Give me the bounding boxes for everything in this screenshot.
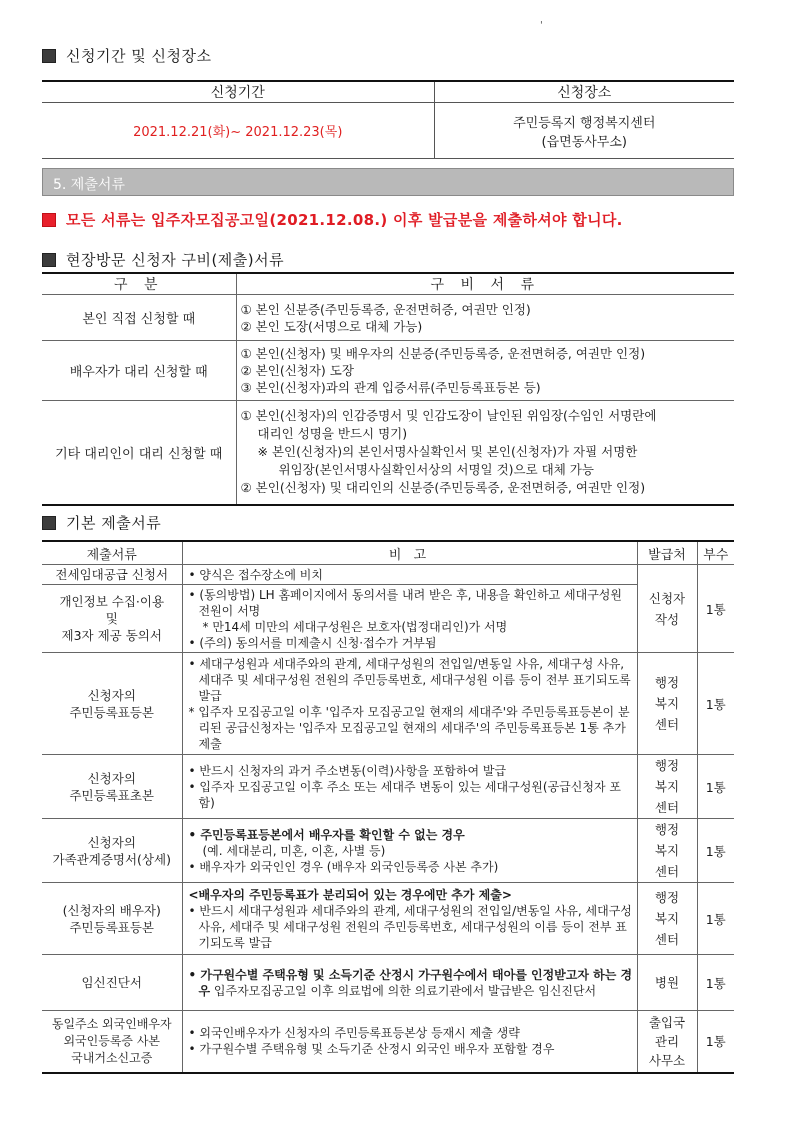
remark-line: • 배우자가 외국인인 경우 (배우자 외국인등록증 사본 추가) bbox=[188, 859, 499, 874]
remark-cell bbox=[182, 565, 637, 585]
issuer-line: 행정 bbox=[654, 675, 680, 690]
red-square-bullet-icon bbox=[42, 213, 56, 227]
doc-resident-register-abstract bbox=[42, 755, 182, 819]
square-bullet-icon bbox=[42, 516, 56, 530]
period-section-heading bbox=[42, 45, 211, 66]
doc-line: 국내거소신고증 bbox=[71, 1050, 153, 1065]
doc-application-form: 전세임대공급 신청서 bbox=[42, 565, 182, 585]
header-doc: 제출서류 bbox=[42, 541, 182, 565]
doc-pregnancy-cert: 임신진단서 bbox=[42, 955, 182, 1011]
issuer-line: 센터 bbox=[654, 932, 680, 947]
doc-line: 동일주소 외국인배우자 bbox=[51, 1016, 172, 1031]
place-line: 주민등록지 행정복지센터 bbox=[513, 115, 656, 131]
remark-cell bbox=[182, 755, 637, 819]
period-section-title: 신청기간 및 신청장소 bbox=[66, 47, 212, 65]
issuer-cell bbox=[637, 819, 697, 883]
period-header: 신청기간 bbox=[42, 81, 434, 103]
issuer-line: 작성 bbox=[654, 611, 680, 627]
issuer-line: 복지 bbox=[654, 696, 680, 711]
document-list bbox=[236, 341, 734, 401]
remark-cell bbox=[182, 819, 637, 883]
header-issuer: 발급처 bbox=[637, 541, 697, 565]
issuer-cell bbox=[637, 883, 697, 955]
remark-line: • 세대구성원과 세대주와의 관계, 세대구성원의 전입일/변동일 사유, 세대구성 사유, 세대주 및 세대구성원 전원의 주민등록번호, 세대구성원 이름 등이 전부 표기되도록 발급 bbox=[188, 656, 631, 703]
header-category: 구 분 bbox=[42, 273, 236, 295]
place-value bbox=[434, 103, 734, 159]
remark-line: • 입주자 모집공고일 이후 주소 또는 세대주 변동이 있는 세대구성원(공급신청자 포함) bbox=[188, 779, 621, 810]
remark-cell bbox=[182, 883, 637, 955]
count-cell: 1통 bbox=[697, 1011, 734, 1073]
basic-section-heading bbox=[42, 512, 161, 533]
remark-cell bbox=[182, 653, 637, 755]
category-self: 본인 직접 신청할 때 bbox=[42, 295, 236, 341]
remark-line: • 주민등록표등본에서 배우자를 확인할 수 없는 경우 bbox=[188, 827, 465, 842]
doc-line: 신청자의 bbox=[87, 687, 136, 703]
scan-mark: ' bbox=[540, 20, 543, 31]
remark-line bbox=[189, 967, 637, 999]
doc-family-relation-cert bbox=[42, 819, 182, 883]
doc-line: 주민등록표등본 bbox=[69, 919, 155, 935]
header-count: 부수 bbox=[697, 541, 734, 565]
remark-bold: • 가구원수별 주택유형 및 소득기준 산정시 가구원수에서 태아를 인정받고자 하는 경우 bbox=[188, 967, 633, 998]
issuer-line: 관리 bbox=[654, 1033, 680, 1049]
basic-documents-table bbox=[42, 540, 734, 1074]
count-cell: 1통 bbox=[697, 819, 734, 883]
doc-line: 주민등록표등본 bbox=[69, 704, 155, 720]
list-item: 대리인 성명을 반드시 명기) bbox=[257, 426, 408, 442]
doc-spouse-register-copy bbox=[42, 883, 182, 955]
issuer-line: 신청자 bbox=[648, 590, 686, 606]
category-other-agent: 기타 대리인이 대리 신청할 때 bbox=[42, 401, 236, 505]
count-cell: 1통 bbox=[697, 755, 734, 819]
issuer-cell bbox=[637, 653, 697, 755]
remark-line: * 만14세 미만의 세대구성원은 보호자(법정대리인)가 서명 bbox=[202, 619, 508, 634]
issuer-cell: 병원 bbox=[637, 955, 697, 1011]
list-item: ※ 본인(신청자)의 본인서명사실확인서 및 본인(신청자)가 자필 서명한 bbox=[257, 444, 638, 460]
header-documents: 구 비 서 류 bbox=[236, 273, 734, 295]
notice-text: 모든 서류는 입주자모집공고일(2021.12.08.) 이후 발급분을 제출하셔야 합니다. bbox=[66, 211, 623, 229]
visit-documents-table bbox=[42, 272, 734, 506]
count-cell: 1통 bbox=[697, 955, 734, 1011]
issuer-line: 출입국 bbox=[648, 1014, 686, 1030]
remark-line: • 반드시 신청자의 과거 주소변동(이력)사항을 포함하여 발급 bbox=[188, 763, 507, 778]
square-bullet-icon bbox=[42, 253, 56, 267]
list-item: ② 본인(신청자) 및 대리인의 신분증(주민등록증, 운전면허증, 여권만 인정) bbox=[240, 480, 646, 496]
section-banner bbox=[42, 168, 734, 196]
square-bullet-icon bbox=[42, 49, 56, 63]
period-value: 2021.12.21(화)~ 2021.12.23(목) bbox=[42, 103, 434, 159]
category-spouse: 배우자가 대리 신청할 때 bbox=[42, 341, 236, 401]
issuer-line: 복지 bbox=[654, 911, 680, 926]
issuer-line: 행정 bbox=[654, 890, 680, 905]
list-item: ③ 본인(신청자)과의 관계 입증서류(주민등록표등본 등) bbox=[240, 380, 541, 395]
remark-cell bbox=[182, 585, 637, 653]
remark-line: • 가구원수별 주택유형 및 소득기준 산정시 외국인 배우자 포함할 경우 bbox=[188, 1042, 555, 1057]
remark-line: • 외국인배우자가 신청자의 주민등록표등본상 등재시 제출 생략 bbox=[188, 1026, 520, 1041]
header-remark: 비 고 bbox=[182, 541, 637, 565]
issue-date-notice bbox=[42, 209, 623, 230]
doc-line: 외국인등록증 사본 bbox=[63, 1033, 161, 1048]
document-list bbox=[236, 401, 734, 505]
remark-cell bbox=[182, 1011, 637, 1073]
remark-line: • 양식은 접수장소에 비치 bbox=[188, 567, 323, 582]
issuer-line: 복지 bbox=[654, 779, 680, 794]
document-list bbox=[236, 295, 734, 341]
issuer-cell bbox=[637, 1011, 697, 1073]
banner-title: 5. 제출서류 bbox=[53, 177, 125, 193]
list-item: ① 본인(신청자)의 인감증명서 및 인감도장이 날인된 위임장(수임인 서명란에 bbox=[240, 408, 657, 424]
list-item: ① 본인 신분증(주민등록증, 운전면허증, 여권만 인정) bbox=[240, 301, 531, 317]
issuer-line: 사무소 bbox=[648, 1052, 686, 1068]
issuer-line: 센터 bbox=[654, 864, 680, 879]
list-item: ② 본인 도장(서명으로 대체 가능) bbox=[240, 318, 423, 334]
doc-line: 개인정보 수집·이용 bbox=[59, 594, 165, 609]
place-header: 신청장소 bbox=[434, 81, 734, 103]
issuer-line: 센터 bbox=[654, 717, 680, 732]
doc-line: (신청자의 배우자) bbox=[62, 902, 161, 918]
remark-line: • (동의방법) LH 홈페이지에서 동의서를 내려 받은 후, 내용을 확인하고 세대구성원 전원이 서명 bbox=[188, 587, 622, 618]
basic-section-title: 기본 제출서류 bbox=[66, 514, 162, 532]
visit-section-heading bbox=[42, 249, 284, 270]
remark-line: • 반드시 세대구성원과 세대주와의 관계, 세대구성원의 전입일/변동일 사유, 세대구성 사유, 세대주 및 세대구성원 전원의 주민등록번호, 세대구성원의 이름 등이 전부 표기되도록 발급 bbox=[188, 903, 632, 950]
issuer-cell bbox=[637, 755, 697, 819]
remark-cell bbox=[182, 955, 637, 1011]
doc-resident-register-copy bbox=[42, 653, 182, 755]
doc-line: 및 bbox=[105, 611, 118, 626]
doc-line: 가족관계증명서(상세) bbox=[52, 851, 171, 867]
list-item: ② 본인(신청자) 도장 bbox=[240, 363, 354, 378]
doc-line: 주민등록표초본 bbox=[69, 787, 155, 803]
issuer-line: 행정 bbox=[654, 822, 680, 837]
issuer-line: 센터 bbox=[654, 800, 680, 815]
remark-line: * 입주자 모집공고일 이후 '입주자 모집공고일 현재의 세대주'와 주민등록표등본이 분리된 공급신청자는 '입주자 모집공고일 현재의 세대주'의 주민등록표등본 1통 추가 제출 bbox=[188, 704, 630, 751]
count-shared: 1통 bbox=[697, 565, 734, 653]
doc-foreign-spouse bbox=[42, 1011, 182, 1073]
remark-line: (예. 세대분리, 미혼, 이혼, 사별 등) bbox=[202, 843, 386, 858]
count-cell: 1통 bbox=[697, 653, 734, 755]
issuer-shared bbox=[637, 565, 697, 653]
list-item: 위임장(본인서명사실확인서상의 서명일 것)으로 대체 가능 bbox=[278, 462, 594, 478]
period-place-table bbox=[42, 80, 734, 159]
visit-section-title: 현장방문 신청자 구비(제출)서류 bbox=[66, 251, 285, 269]
remark-rest: 입주자모집공고일 이후 의료법에 의한 의료기관에서 발급받은 임신진단서 bbox=[210, 983, 597, 998]
count-cell: 1통 bbox=[697, 883, 734, 955]
doc-line: 신청자의 bbox=[87, 770, 136, 786]
doc-line: 제3자 제공 동의서 bbox=[61, 628, 162, 643]
issuer-line: 행정 bbox=[654, 758, 680, 773]
doc-line: 신청자의 bbox=[87, 834, 136, 850]
remark-line: • (주의) 동의서를 미제출시 신청·접수가 거부됨 bbox=[188, 635, 437, 650]
remark-line: <배우자의 주민등록표가 분리되어 있는 경우에만 추가 제출> bbox=[188, 887, 512, 902]
place-line: (읍면동사무소) bbox=[541, 134, 627, 150]
list-item: ① 본인(신청자) 및 배우자의 신분증(주민등록증, 운전면허증, 여권만 인정) bbox=[240, 346, 646, 361]
doc-privacy-consent bbox=[42, 585, 182, 653]
issuer-line: 복지 bbox=[654, 843, 680, 858]
